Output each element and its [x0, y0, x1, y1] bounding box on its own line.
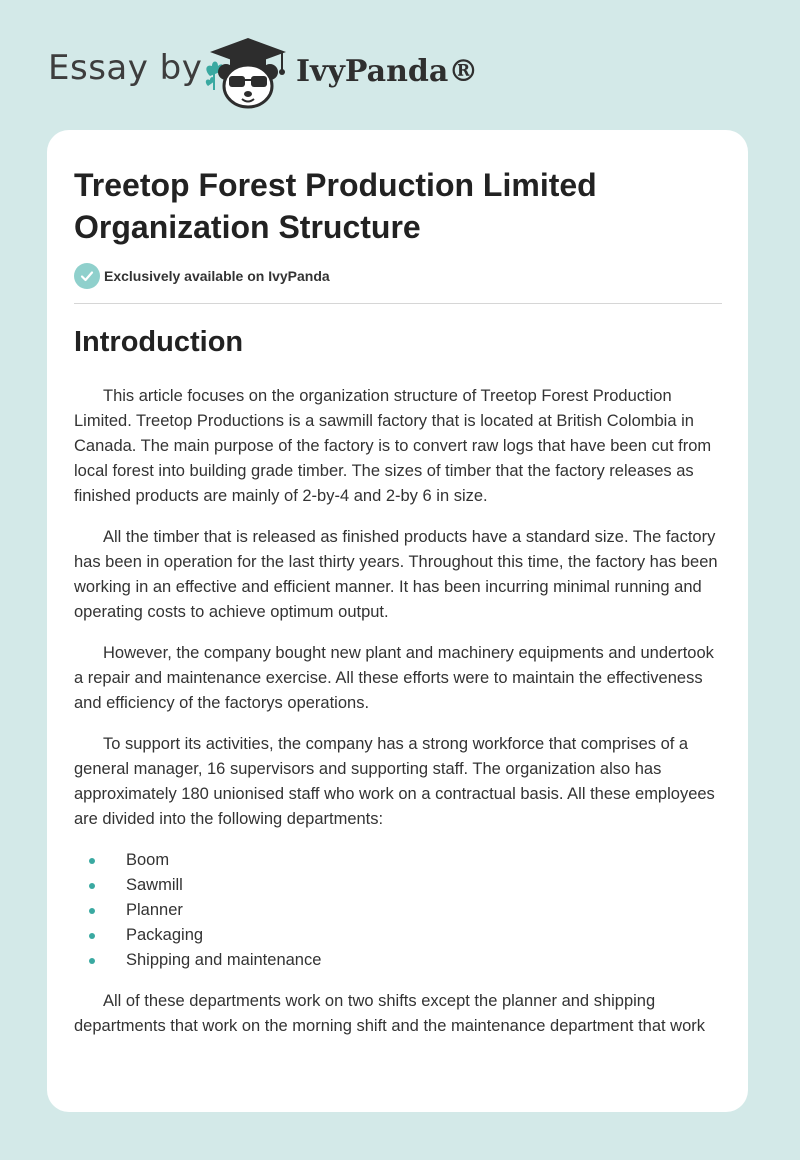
exclusive-label: Exclusively available on IvyPanda	[104, 268, 330, 284]
paragraph: This article focuses on the organization structure of Treetop Forest Production Limited. Treetop Productions is a sawmill factory that is located at British Colombia in Canada. The main purpose of the factory is to convert raw logs that have been cut from local forest into building grade timber. The sizes of timber that the factory releases as finished products are mainly of 2-by-4 and 2-by 6 in size.	[74, 387, 712, 505]
paragraph: All of these departments work on two shifts except the planner and shipping departments that work on the morning shift and the maintenance department that work	[74, 992, 706, 1035]
bullet-icon	[89, 883, 95, 889]
list-item	[74, 873, 724, 898]
list-item	[74, 948, 724, 973]
exclusive-badge	[74, 263, 330, 289]
departments-list	[74, 848, 724, 973]
bullet-icon	[89, 933, 95, 939]
section-heading: Introduction	[74, 326, 244, 358]
list-item-label: Packaging	[126, 926, 204, 944]
bullet-icon	[89, 908, 95, 914]
bullet-icon	[89, 858, 95, 864]
paragraph: However, the company bought new plant and machinery equipments and undertook a repair and maintenance exercise. All these efforts were to maintain the effectiveness and efficiency of the factorys operations.	[74, 644, 714, 712]
brand-name: IvyPanda®	[296, 54, 479, 89]
check-icon	[74, 263, 100, 289]
brand-prefix: Essay by	[48, 48, 203, 88]
bullet-icon	[89, 958, 95, 964]
list-item	[74, 848, 724, 873]
list-item-label: Planner	[126, 901, 183, 919]
list-item	[74, 923, 724, 948]
article-card	[47, 130, 748, 1112]
list-item-label: Sawmill	[126, 876, 183, 894]
article-body	[74, 384, 724, 1055]
site-header	[0, 0, 800, 130]
list-item-label: Shipping and maintenance	[126, 951, 322, 969]
divider	[74, 303, 722, 304]
paragraph: To support its activities, the company has a strong workforce that comprises of a general manager, 16 supervisors and supporting staff. The organization also has approximately 180 unionised staff who work on a contractual basis. All these employees are divided into the following departments:	[74, 735, 715, 828]
panda-graduate-icon	[202, 36, 294, 110]
paragraph: All the timber that is released as finished products have a standard size. The factory has been in operation for the last thirty years. Throughout this time, the factory has been working in an effective and efficient manner. It has been incurring minimal running and operating costs to achieve optimum output.	[74, 528, 718, 621]
list-item	[74, 898, 724, 923]
article-title: Treetop Forest Production Limited Organization Structure	[74, 167, 597, 245]
list-item-label: Boom	[126, 851, 170, 869]
